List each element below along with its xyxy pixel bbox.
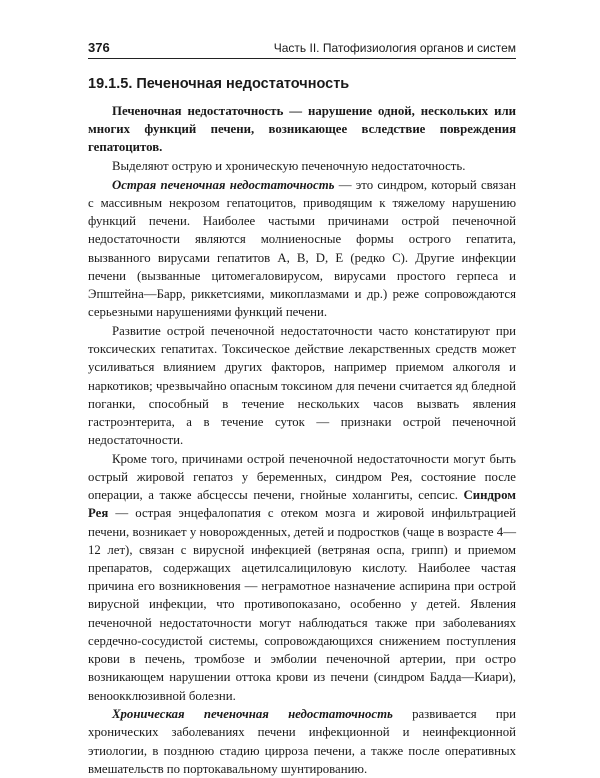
paragraph-chronic — [88, 705, 516, 778]
term-reye-syndrome: Синдром Рея — [88, 488, 516, 521]
paragraph-toxic: Развитие острой печеночной недостаточности часто констатируют при токсических гепатитах. Токсическое действие лекарственных средств может усиливаться влиянием других факторов, например приемом алкоголя и наркотиков; чрезвычайно опасным токсином для печени считается яд бледной поганки, способный в течение нескольких часов вызвать явления гастроэнтерита, а в течение суток — признаки острой печеночной недостаточности. — [88, 323, 516, 448]
term-acute-liver-failure: Острая печеночная недостаточность — [112, 177, 335, 192]
term-chronic-liver-failure: Хроническая печеночная недостаточность — [112, 707, 393, 722]
chronic-description: развивается при хронических заболеваниях печени инфекционной и неинфекционной этиологии, в позднюю стадию цирроза печени, а также после оперативных вмешательств по портокавальному шунтированию. — [88, 707, 516, 776]
paragraph-types: Выделяют острую и хроническую печеночную недостаточность. — [112, 159, 466, 174]
section-heading: 19.1.5. Печеночная недостаточность — [88, 76, 350, 92]
other-causes-text: Кроме того, причинами острой печеночной недостаточности могут быть острый жировой гепатоз у беременных, синдром Рея, состояние после операции, а также абсцессы печени, гнойные холангиты, сепсис. — [88, 451, 516, 503]
page-header — [88, 40, 516, 59]
running-head: Часть II. Патофизиология органов и систем — [273, 41, 516, 55]
paragraph-acute — [88, 176, 516, 322]
body-text — [88, 102, 516, 778]
paragraph-reye — [88, 450, 516, 705]
definition-paragraph: Печеночная недостаточность — нарушение одной, нескольких или многих функций печени, возникающее вследствие повреждения гепатоцитов. — [88, 104, 516, 155]
acute-description: — это синдром, который связан с массивным некрозом гепатоцитов, приводящим к тяжелому нарушению функций печени. Наиболее частыми причинами острой печеночной недостаточности являются молниеносные формы острого гепатита, вызванного вирусами гепатитов A, B, D, E (редко C). Другие инфекции печени (вызванные цитомегаловирусом, вирусами простого герпеса и Эпштейна—Барр, риккетсиями, микоплазмами и др.) реже сопровождаются серьезными нарушениями функций печени. — [88, 177, 516, 320]
page-number: 376 — [88, 40, 110, 55]
reye-description: — острая энцефалопатия с отеком мозга и жировой инфильтрацией печени, возникает у новорожденных, детей и подростков (чаще в возрасте 4—12 лет), связан с вирусной инфекцией (ветряная оспа, грипп) и приемом препаратов, содержащих ацетилсалициловую кислоту. Наиболее частая причина его возникновения — неграмотное назначение аспирина при острой вирусной инфекции, что противопоказано, особенно у детей. Явления печеночной недостаточности могут наблюдаться также при заболеваниях сердечно-сосудистой системы, сопровождающихся снижением поступления крови в печень, тромбозе и эмболии печеночной артерии, при остро возникающем нарушении оттока крови из печени (синдром Бадда—Киари), веноокклюзивной болезни. — [88, 506, 516, 703]
